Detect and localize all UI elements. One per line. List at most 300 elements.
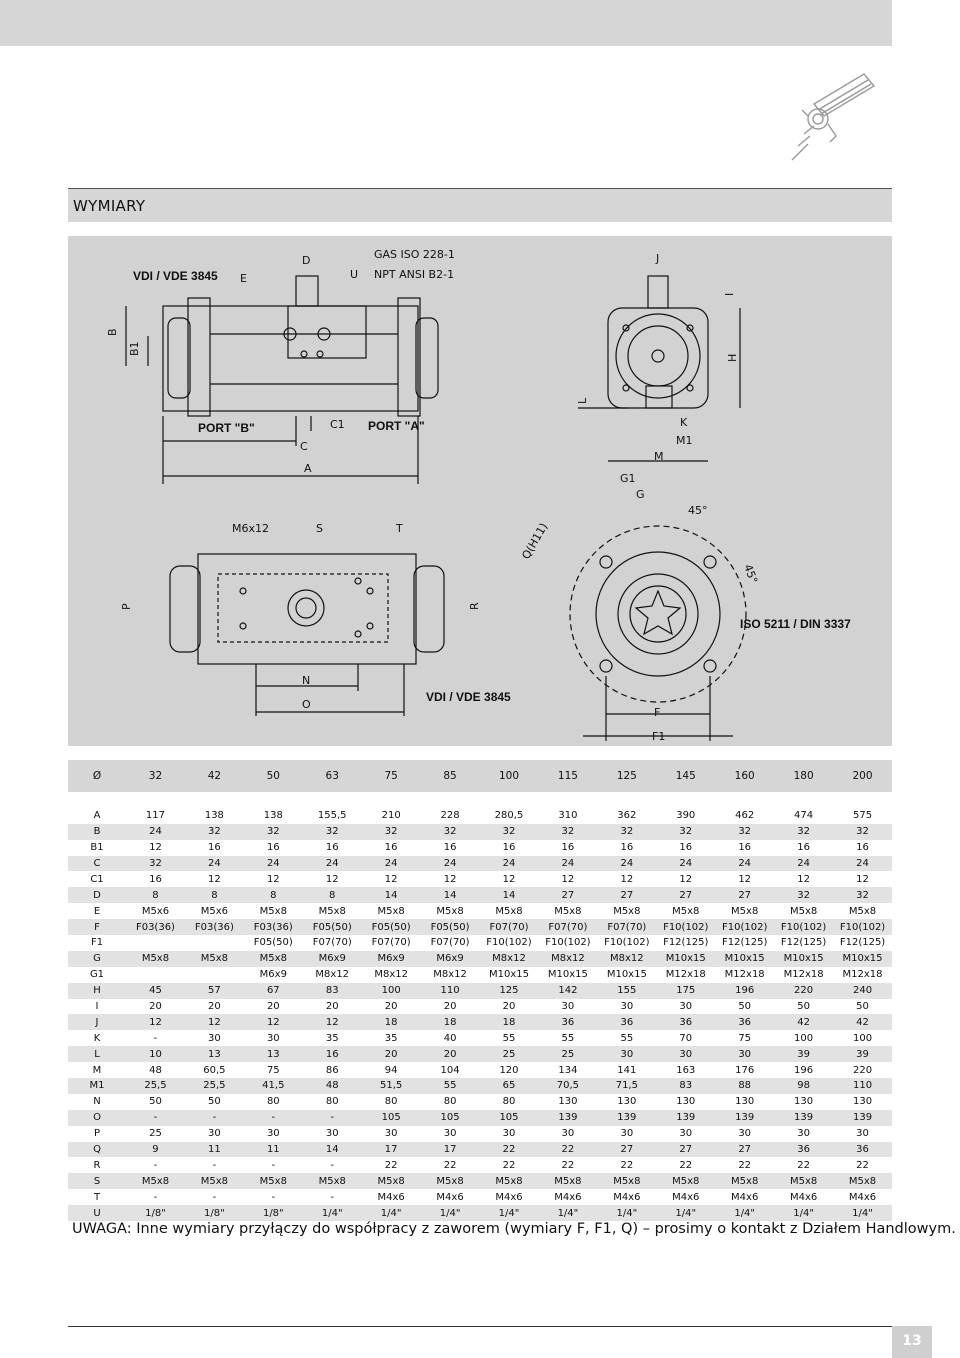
table-cell: M8x12 [374, 969, 408, 981]
table-cell: 50 [738, 1001, 752, 1013]
table-cell: 24 [502, 858, 516, 869]
table-cell: 80 [266, 1096, 280, 1108]
table-cell: 12 [856, 873, 869, 885]
table-cell: 22 [443, 1159, 457, 1171]
table-cell: 390 [676, 810, 696, 822]
table-cell: 16 [266, 842, 280, 854]
table-cell: M5x8 [672, 1175, 700, 1187]
row-label: B [93, 826, 101, 838]
table-cell: M5x8 [318, 1175, 346, 1187]
table-cell: 30 [561, 1128, 575, 1140]
table-cell: 30 [266, 1032, 280, 1044]
table-cell: M4x6 [848, 1191, 877, 1203]
table-cell: 105 [499, 1112, 519, 1124]
table-cell: 1/4" [675, 1207, 697, 1219]
table-cell: 8 [152, 889, 159, 901]
table-cell: 12 [266, 873, 280, 885]
table-cell: F03(36) [253, 921, 293, 933]
table-cell: 20 [325, 1001, 339, 1013]
table-cell: 25,5 [144, 1080, 167, 1092]
table-cell: F07(70) [371, 937, 411, 949]
table-row [68, 871, 892, 887]
deg-label-1: 45° [688, 504, 708, 517]
table-cell: 130 [676, 1096, 696, 1108]
table-cell: 32 [620, 826, 634, 838]
table-cell: 14 [325, 1144, 339, 1156]
table-cell: 14 [502, 889, 516, 901]
table-cell: 12 [679, 873, 693, 885]
table-cell: M5x8 [436, 905, 464, 917]
table-cell: M12x18 [665, 969, 706, 981]
header-size: 180 [793, 770, 814, 782]
row-label: B1 [90, 842, 104, 854]
table-cell: 12 [502, 873, 516, 885]
table-cell: 30 [620, 1048, 634, 1060]
table-row [68, 935, 892, 951]
dim-J: J [656, 252, 660, 265]
table-cell: M12x18 [842, 969, 883, 981]
header-size: 160 [734, 770, 755, 782]
table-cell: 1/4" [321, 1207, 343, 1219]
table-cell: 32 [738, 826, 752, 838]
table-cell: 11 [266, 1144, 280, 1156]
table-row [68, 1030, 892, 1046]
table-row [68, 1014, 892, 1030]
table-cell: 20 [149, 1001, 162, 1013]
table-cell: M6x9 [318, 953, 346, 965]
gas-label: GAS ISO 228-1 [374, 248, 455, 261]
vdi-label-bottom: VDI / VDE 3845 [426, 690, 511, 704]
table-cell: 80 [443, 1096, 457, 1108]
table-cell: 16 [679, 842, 693, 854]
dim-S: S [316, 522, 323, 535]
table-cell: M10x15 [783, 953, 824, 965]
table-cell: 30 [208, 1128, 221, 1140]
npt-label: NPT ANSI B2-1 [374, 268, 455, 281]
row-label: Q [93, 1144, 101, 1156]
table-cell: F12(125) [663, 937, 709, 949]
table-cell: M5x8 [731, 1175, 759, 1187]
table-cell: 362 [617, 810, 637, 822]
table-cell: 1/8" [262, 1207, 284, 1219]
dimensions-table-wrap [68, 760, 892, 1221]
table-cell: 22 [561, 1144, 575, 1156]
table-cell: - [330, 1191, 335, 1203]
table-cell: 32 [502, 826, 516, 838]
table-cell: 42 [797, 1016, 810, 1028]
table-row [68, 1094, 892, 1110]
table-cell: 30 [208, 1032, 221, 1044]
table-cell: 30 [620, 1128, 634, 1140]
table-cell: 60,5 [203, 1064, 226, 1076]
table-spacer [68, 792, 892, 808]
table-cell: 70 [679, 1032, 693, 1044]
table-cell: - [271, 1191, 276, 1203]
table-cell: 27 [620, 889, 634, 901]
table-cell: 88 [738, 1080, 752, 1092]
table-cell: - [153, 1159, 158, 1171]
table-row [68, 1157, 892, 1173]
header-diameter: Ø [92, 770, 102, 782]
table-cell: 1/4" [498, 1207, 520, 1219]
table-cell: 32 [208, 826, 221, 838]
table-cell: 27 [738, 889, 752, 901]
table-row [68, 983, 892, 999]
table-cell: 40 [443, 1032, 457, 1044]
table-cell: 12 [266, 1016, 280, 1028]
table-cell: 32 [266, 826, 280, 838]
table-cell: 130 [617, 1096, 637, 1108]
table-cell: - [330, 1112, 335, 1124]
deg-label-2: 45° [741, 562, 761, 586]
table-cell: - [153, 1112, 158, 1124]
header-bar [0, 0, 892, 46]
table-cell [185, 967, 244, 983]
table-cell: M10x15 [665, 953, 706, 965]
table-cell: 32 [856, 889, 869, 901]
table-row [68, 951, 892, 967]
table-cell: 50 [797, 1001, 810, 1013]
table-cell: M8x12 [551, 953, 585, 965]
vdi-label-top: VDI / VDE 3845 [133, 269, 218, 283]
table-cell: M4x6 [436, 1191, 464, 1203]
table-cell: 35 [325, 1032, 339, 1044]
table-cell: 98 [797, 1080, 810, 1092]
table-cell: 27 [620, 1144, 634, 1156]
table-cell: M5x8 [554, 905, 582, 917]
table-cell: M5x8 [613, 905, 641, 917]
table-cell: 12 [149, 1016, 162, 1028]
dim-A: A [304, 462, 312, 475]
dim-O: O [302, 698, 311, 711]
table-cell: F12(125) [721, 937, 768, 949]
table-body [68, 792, 892, 1221]
table-cell: 16 [325, 1048, 339, 1060]
table-cell: 142 [558, 985, 578, 997]
table-cell: 130 [558, 1096, 578, 1108]
table-cell: 36 [797, 1144, 810, 1156]
table-row [68, 808, 892, 824]
table-cell: 575 [852, 810, 873, 822]
table-cell: M5x8 [789, 905, 818, 917]
table-cell: F07(70) [489, 921, 529, 933]
table-cell: M5x8 [141, 953, 170, 965]
row-label: A [93, 810, 101, 822]
table-cell: 22 [561, 1159, 575, 1171]
table-cell: 1/8" [204, 1207, 225, 1219]
table-cell: M4x6 [554, 1191, 582, 1203]
table-cell: 50 [856, 1001, 869, 1013]
table-cell: 30 [679, 1001, 693, 1013]
table-cell: 16 [502, 842, 516, 854]
table-cell: M5x8 [613, 1175, 641, 1187]
table-cell: 30 [797, 1128, 810, 1140]
table-cell: 20 [208, 1001, 221, 1013]
dim-F: F [654, 706, 661, 719]
table-row [68, 1173, 892, 1189]
table-cell: M6x9 [377, 953, 405, 965]
table-cell: F10(102) [604, 937, 650, 949]
header-size: 115 [557, 770, 578, 782]
table-cell: 120 [499, 1064, 519, 1076]
table-cell: 27 [679, 889, 693, 901]
table-cell: 24 [208, 858, 221, 869]
spacer-cell [68, 792, 892, 808]
table-cell: M12x18 [783, 969, 824, 981]
table-cell: 86 [325, 1064, 339, 1076]
table-row [68, 1078, 892, 1094]
dim-C1: C1 [330, 418, 345, 431]
row-label: L [94, 1048, 100, 1060]
table-cell: 117 [145, 810, 165, 822]
table-cell: 1/4" [616, 1207, 638, 1219]
table-cell: 12 [384, 873, 398, 885]
table-cell: M5x8 [436, 1175, 464, 1187]
table-cell: 24 [620, 858, 634, 869]
row-label: J [95, 1016, 99, 1028]
table-cell: 22 [384, 1159, 398, 1171]
table-cell: 30 [502, 1128, 516, 1140]
dim-P: P [120, 603, 133, 610]
table-cell: 138 [263, 810, 283, 822]
table-cell: 24 [561, 858, 575, 869]
table-cell: 25 [149, 1128, 162, 1140]
table-row [68, 967, 892, 983]
table-cell: 1/8" [145, 1207, 166, 1219]
table-cell: 16 [797, 842, 810, 854]
table-cell: 8 [270, 889, 277, 901]
table-cell: 139 [794, 1112, 814, 1124]
table-cell: M5x8 [554, 1175, 582, 1187]
table-row [68, 856, 892, 872]
table-cell: 125 [499, 985, 519, 997]
table-cell: 22 [620, 1159, 634, 1171]
header-size: 63 [325, 770, 339, 782]
table-cell: F10(102) [486, 937, 532, 949]
table-cell: 25 [561, 1048, 575, 1060]
table-cell: 9 [152, 1144, 159, 1156]
table-cell: 100 [852, 1032, 873, 1044]
table-cell: 75 [738, 1032, 752, 1044]
row-label: D [93, 889, 101, 901]
table-cell: 42 [856, 1016, 869, 1028]
table-cell: M6x9 [259, 969, 287, 981]
table-cell: 16 [325, 842, 339, 854]
table-cell: 50 [208, 1096, 221, 1108]
row-label: H [93, 985, 101, 997]
table-cell: - [330, 1159, 335, 1171]
table-cell: 65 [502, 1080, 516, 1092]
table-cell: 22 [738, 1159, 752, 1171]
table-cell: - [271, 1112, 276, 1124]
table-cell: 16 [856, 842, 869, 854]
table-cell: 18 [443, 1016, 457, 1028]
table-cell: F10(102) [839, 921, 886, 933]
table-cell: 36 [679, 1016, 693, 1028]
row-label: M1 [89, 1080, 105, 1092]
row-label: C [93, 858, 101, 869]
table-cell: 100 [794, 1032, 814, 1044]
technical-drawing [68, 236, 892, 746]
table-cell: 175 [676, 985, 696, 997]
q-label: Q(H11) [519, 520, 551, 562]
table-cell: 24 [266, 858, 280, 869]
table-cell: 30 [443, 1128, 457, 1140]
dim-C: C [300, 440, 308, 453]
table-cell: F05(50) [253, 937, 293, 949]
table-cell: 110 [440, 985, 460, 997]
table-cell: F10(102) [545, 937, 591, 949]
table-row [68, 1126, 892, 1142]
table-cell: 22 [797, 1159, 810, 1171]
table-cell: 32 [561, 826, 575, 838]
table-cell: - [271, 1159, 276, 1171]
table-cell: 22 [856, 1159, 869, 1171]
table-cell: 25 [502, 1048, 516, 1060]
table-cell: 32 [797, 826, 810, 838]
dim-R: R [468, 602, 481, 610]
table-cell: 30 [738, 1048, 752, 1060]
table-cell: M10x15 [606, 969, 647, 981]
table-cell: 32 [325, 826, 339, 838]
header-size: 42 [207, 770, 222, 782]
table-cell: 25,5 [203, 1080, 226, 1092]
table-cell: 12 [738, 873, 752, 885]
table-cell: 24 [797, 858, 810, 869]
table-row [68, 919, 892, 935]
note-text: UWAGA: Inne wymiary przyłączy do współpracy z zaworem (wymiary F, F1, Q) – prosimy o kontakt z Działem Handlowym. [72, 1221, 956, 1237]
actuator-logo-icon [784, 64, 876, 164]
table-cell: 27 [679, 1144, 693, 1156]
table-cell: 100 [381, 985, 401, 997]
dim-G: G [636, 488, 645, 501]
table-cell: 20 [384, 1001, 398, 1013]
table-cell: 48 [149, 1064, 162, 1076]
table-cell: 17 [384, 1144, 398, 1156]
row-label: M [92, 1064, 102, 1076]
table-cell: 20 [502, 1001, 516, 1013]
table-cell: 12 [325, 1016, 339, 1028]
table-cell: F10(102) [721, 921, 768, 933]
table-cell: 16 [208, 842, 221, 854]
table-cell: 30 [561, 1001, 575, 1013]
table-cell: M4x6 [613, 1191, 641, 1203]
table-cell [126, 935, 185, 951]
table-cell: 30 [620, 1001, 634, 1013]
table-cell: F07(70) [607, 921, 647, 933]
dim-B: B [106, 328, 119, 336]
table-row [68, 1062, 892, 1078]
table-cell: 32 [384, 826, 398, 838]
table-cell [126, 967, 185, 983]
row-label: G1 [89, 969, 105, 981]
table-cell: 13 [208, 1048, 221, 1060]
table-cell: 41,5 [262, 1080, 285, 1092]
table-cell: 80 [502, 1096, 516, 1108]
dimensions-table [68, 760, 892, 1221]
table-cell: 220 [794, 985, 814, 997]
row-label: S [93, 1175, 101, 1187]
footer-rule [68, 1326, 892, 1327]
row-label: U [93, 1207, 101, 1219]
table-cell: 12 [797, 873, 810, 885]
table-cell: F03(36) [194, 921, 234, 933]
table-cell: 30 [856, 1128, 869, 1140]
table-cell: 105 [440, 1112, 460, 1124]
table-cell: M8x12 [492, 953, 526, 965]
table-row [68, 824, 892, 840]
table-cell: 196 [735, 985, 755, 997]
table-cell: 20 [443, 1048, 457, 1060]
table-cell: 310 [558, 810, 578, 822]
table-cell: 24 [149, 826, 162, 838]
table-cell: F12(125) [839, 937, 886, 949]
header-size: 100 [498, 770, 520, 782]
iso-label: ISO 5211 / DIN 3337 [740, 617, 851, 631]
table-row [68, 1189, 892, 1205]
section-title: WYMIARY [73, 197, 146, 215]
table-cell [185, 935, 244, 951]
dim-M: M [654, 450, 664, 463]
dim-I: I [723, 292, 736, 296]
table-cell: M5x8 [495, 1175, 523, 1187]
table-cell: 36 [856, 1144, 869, 1156]
table-cell: M5x8 [495, 905, 523, 917]
table-cell: 20 [443, 1001, 457, 1013]
table-cell: M10x15 [488, 969, 529, 981]
table-row [68, 1046, 892, 1062]
dim-G1: G1 [620, 472, 636, 485]
table-cell: 13 [266, 1048, 280, 1060]
port-a-label: PORT "A" [368, 419, 425, 433]
table-cell: 32 [856, 826, 869, 838]
page-number: 13 [892, 1326, 932, 1358]
table-cell: 462 [735, 810, 755, 822]
table-cell: 30 [384, 1128, 398, 1140]
table-cell: 80 [384, 1096, 398, 1108]
table-cell: - [212, 1191, 217, 1203]
table-cell: 139 [735, 1112, 755, 1124]
table-cell: 94 [384, 1064, 398, 1076]
dim-F1: F1 [652, 730, 666, 743]
table-cell: M4x6 [495, 1191, 523, 1203]
table-row [68, 1205, 892, 1221]
table-cell: M4x6 [789, 1191, 818, 1203]
table-cell: 474 [794, 810, 814, 822]
table-cell: - [212, 1159, 217, 1171]
table-cell: 1/4" [852, 1207, 873, 1219]
dim-M1: M1 [676, 434, 693, 447]
table-cell: M5x8 [731, 905, 759, 917]
table-cell: F07(70) [548, 921, 588, 933]
table-cell: 39 [856, 1048, 869, 1060]
table-cell: M12x18 [724, 969, 765, 981]
table-cell: 155 [617, 985, 637, 997]
table-cell: 220 [852, 1064, 873, 1076]
table-cell: 130 [794, 1096, 814, 1108]
header-size: 200 [852, 770, 873, 782]
table-row [68, 1142, 892, 1158]
table-cell: M5x8 [259, 1175, 287, 1187]
table-cell: 10 [149, 1048, 162, 1060]
row-label: E [93, 905, 101, 917]
table-cell: 16 [149, 873, 162, 885]
table-cell: 16 [384, 842, 398, 854]
table-cell: M5x8 [141, 1175, 170, 1187]
table-cell: M5x8 [848, 1175, 877, 1187]
table-cell: 163 [676, 1064, 696, 1076]
table-cell: M6x9 [436, 953, 464, 965]
